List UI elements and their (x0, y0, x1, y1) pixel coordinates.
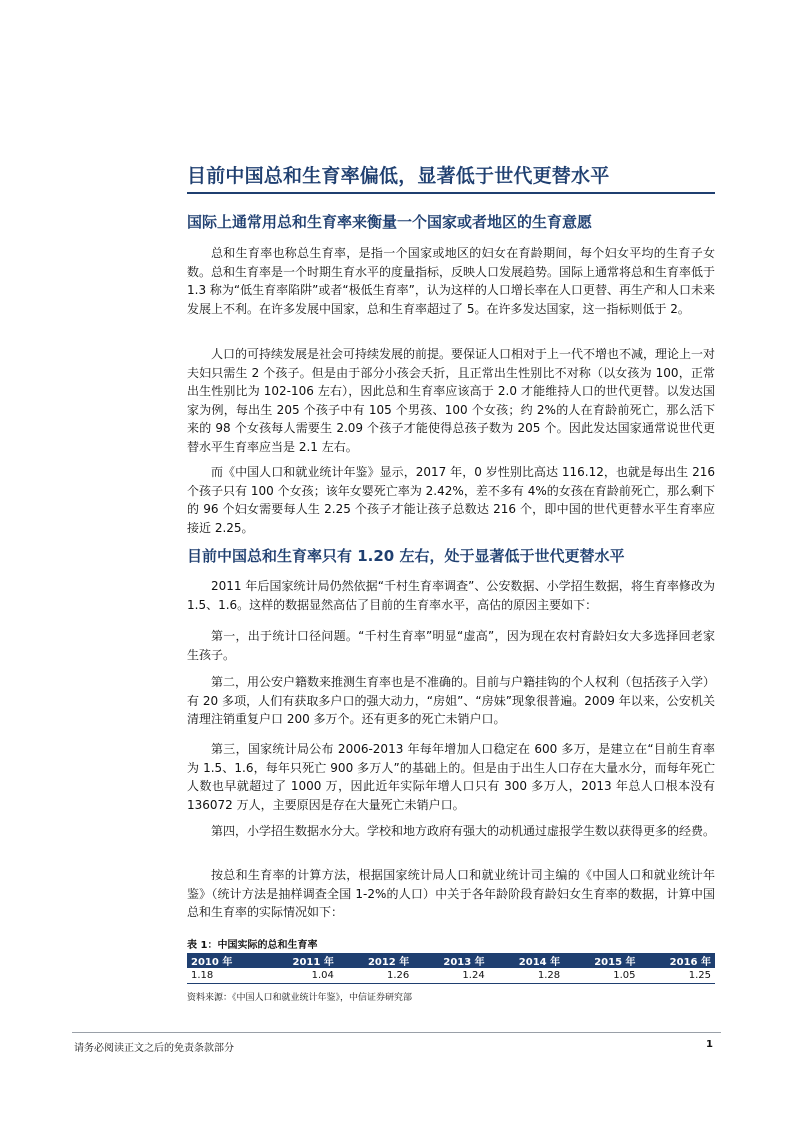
paragraph: 而《中国人口和就业统计年鉴》显示，2017 年，0 岁性别比高达 116.12，也就是每出生 216 个孩子只有 100 个女孩；该年女婴死亡率为 2.42%，差不多有 4%的女孩在育龄前死亡，那么剩下的 96 个妇女需要每人生 2.25 个孩子才能让孩子总数达 216 个，即中国的世代更替水平生育率应接近 2.25。 (187, 465, 715, 535)
table-cell: 1.25 (640, 968, 715, 984)
paragraph: 第一，出于统计口径问题。“千村生育率”明显“虚高”，因为现在农村育龄妇女大多选择回老家生孩子。 (187, 629, 715, 662)
column-header: 2011 年 (262, 953, 337, 968)
paragraph: 第二，用公安户籍数来推测生育率也是不准确的。目前与户籍挂钩的个人权利（包括孩子入学）有 20 多项，人们有获取多户口的强大动力，“房姐”、“房妹”现象很普遍。2009 年以来，公安机关清理注销重复户口 200 多万个。还有更多的死亡未销户口。 (187, 675, 716, 726)
section-heading-2: 目前中国总和生育率只有 1.20 左右，处于显著低于世代更替水平 (187, 547, 625, 565)
page-title: 目前中国总和生育率偏低，显著低于世代更替水平 (187, 165, 610, 187)
table-cell: 1.18 (187, 968, 262, 984)
column-header: 2013 年 (413, 953, 488, 968)
table-source: 资料来源：《中国人口和就业统计年鉴》，中信证券研究部 (187, 993, 413, 1003)
page-number: 1 (706, 1039, 713, 1050)
column-header: 2010 年 (187, 953, 262, 968)
table-cell: 1.28 (489, 968, 564, 984)
column-header: 2016 年 (640, 953, 715, 968)
table-caption: 表 1：中国实际的总和生育率 (187, 940, 318, 951)
paragraph: 2011 年后国家统计局仍然依据“千村生育率调查”、公安数据、小学招生数据，将生育率修改为 1.5、1.6。这样的数据显然高估了目前的生育率水平，高估的原因主要如下： (187, 579, 715, 612)
title-divider (187, 192, 715, 194)
table-header-row (187, 953, 715, 968)
column-header: 2015 年 (564, 953, 639, 968)
paragraph: 按总和生育率的计算方法，根据国家统计局人口和就业统计司主编的《中国人口和就业统计年鉴》（统计方法是抽样调查全国 1-2%的人口）中关于各年龄阶段育龄妇女生育率的数据，计算中国总和生育率的实际情况如下： (187, 868, 715, 919)
paragraph: 人口的可持续发展是社会可持续发展的前提。要保证人口相对于上一代不增也不减，理论上一对夫妇只需生 2 个孩子。但是由于部分小孩会夭折，且正常出生性别比不对称（以女孩为 100，正常出生性别比为 102-106 左右），因此总和生育率应该高于 2.0 才能维持人口的世代更替。以发达国家为例，每出生 205 个孩子中有 105 个男孩、100 个女孩；约 2%的人在育龄前死亡，那么活下来的 98 个女孩每人需要生 2.09 个孩子才能使得总孩子数为 205 个。因此发达国家通常说世代更替水平生育率应当是 2.1 左右。 (187, 347, 716, 454)
table-cell: 1.04 (262, 968, 337, 984)
paragraph: 第四，小学招生数据水分大。学校和地方政府有强大的动机通过虚报学生数以获得更多的经费。 (211, 824, 716, 838)
column-header: 2014 年 (489, 953, 564, 968)
table-row (187, 968, 715, 984)
section-heading-1: 国际上通常用总和生育率来衡量一个国家或者地区的生育意愿 (187, 213, 593, 231)
fertility-table (187, 953, 715, 984)
table-cell: 1.24 (413, 968, 488, 984)
table-cell: 1.05 (564, 968, 639, 984)
paragraph: 总和生育率也称总生育率，是指一个国家或地区的妇女在育龄期间，每个妇女平均的生育子女数。总和生育率是一个时期生育水平的度量指标，反映人口发展趋势。国际上通常将总和生育率低于 1.3 称为“低生育率陷阱”或者“极低生育率”，认为这样的人口增长率在人口更替、再生产和人口未来发展上不利。在许多发展中国家，总和生育率超过了 5。在许多发达国家，这一指标则低于 2。 (187, 246, 716, 316)
paragraph: 第三，国家统计局公布 2006-2013 年每年增加人口稳定在 600 多万，是建立在“目前生育率为 1.5、1.6，每年只死亡 900 多万人”的基础上的。但是由于出生人口存在大量水分，而每年死亡人数也早就超过了 1000 万，因此近年实际年增人口只有 300 多万人，2013 年总人口根本没有 136072 万人，主要原因是存在大量死亡未销户口。 (187, 742, 715, 812)
column-header: 2012 年 (338, 953, 413, 968)
footer-divider (72, 1032, 721, 1033)
footer-disclaimer: 请务必阅读正文之后的免责条款部分 (74, 1043, 234, 1054)
table-cell: 1.26 (338, 968, 413, 984)
